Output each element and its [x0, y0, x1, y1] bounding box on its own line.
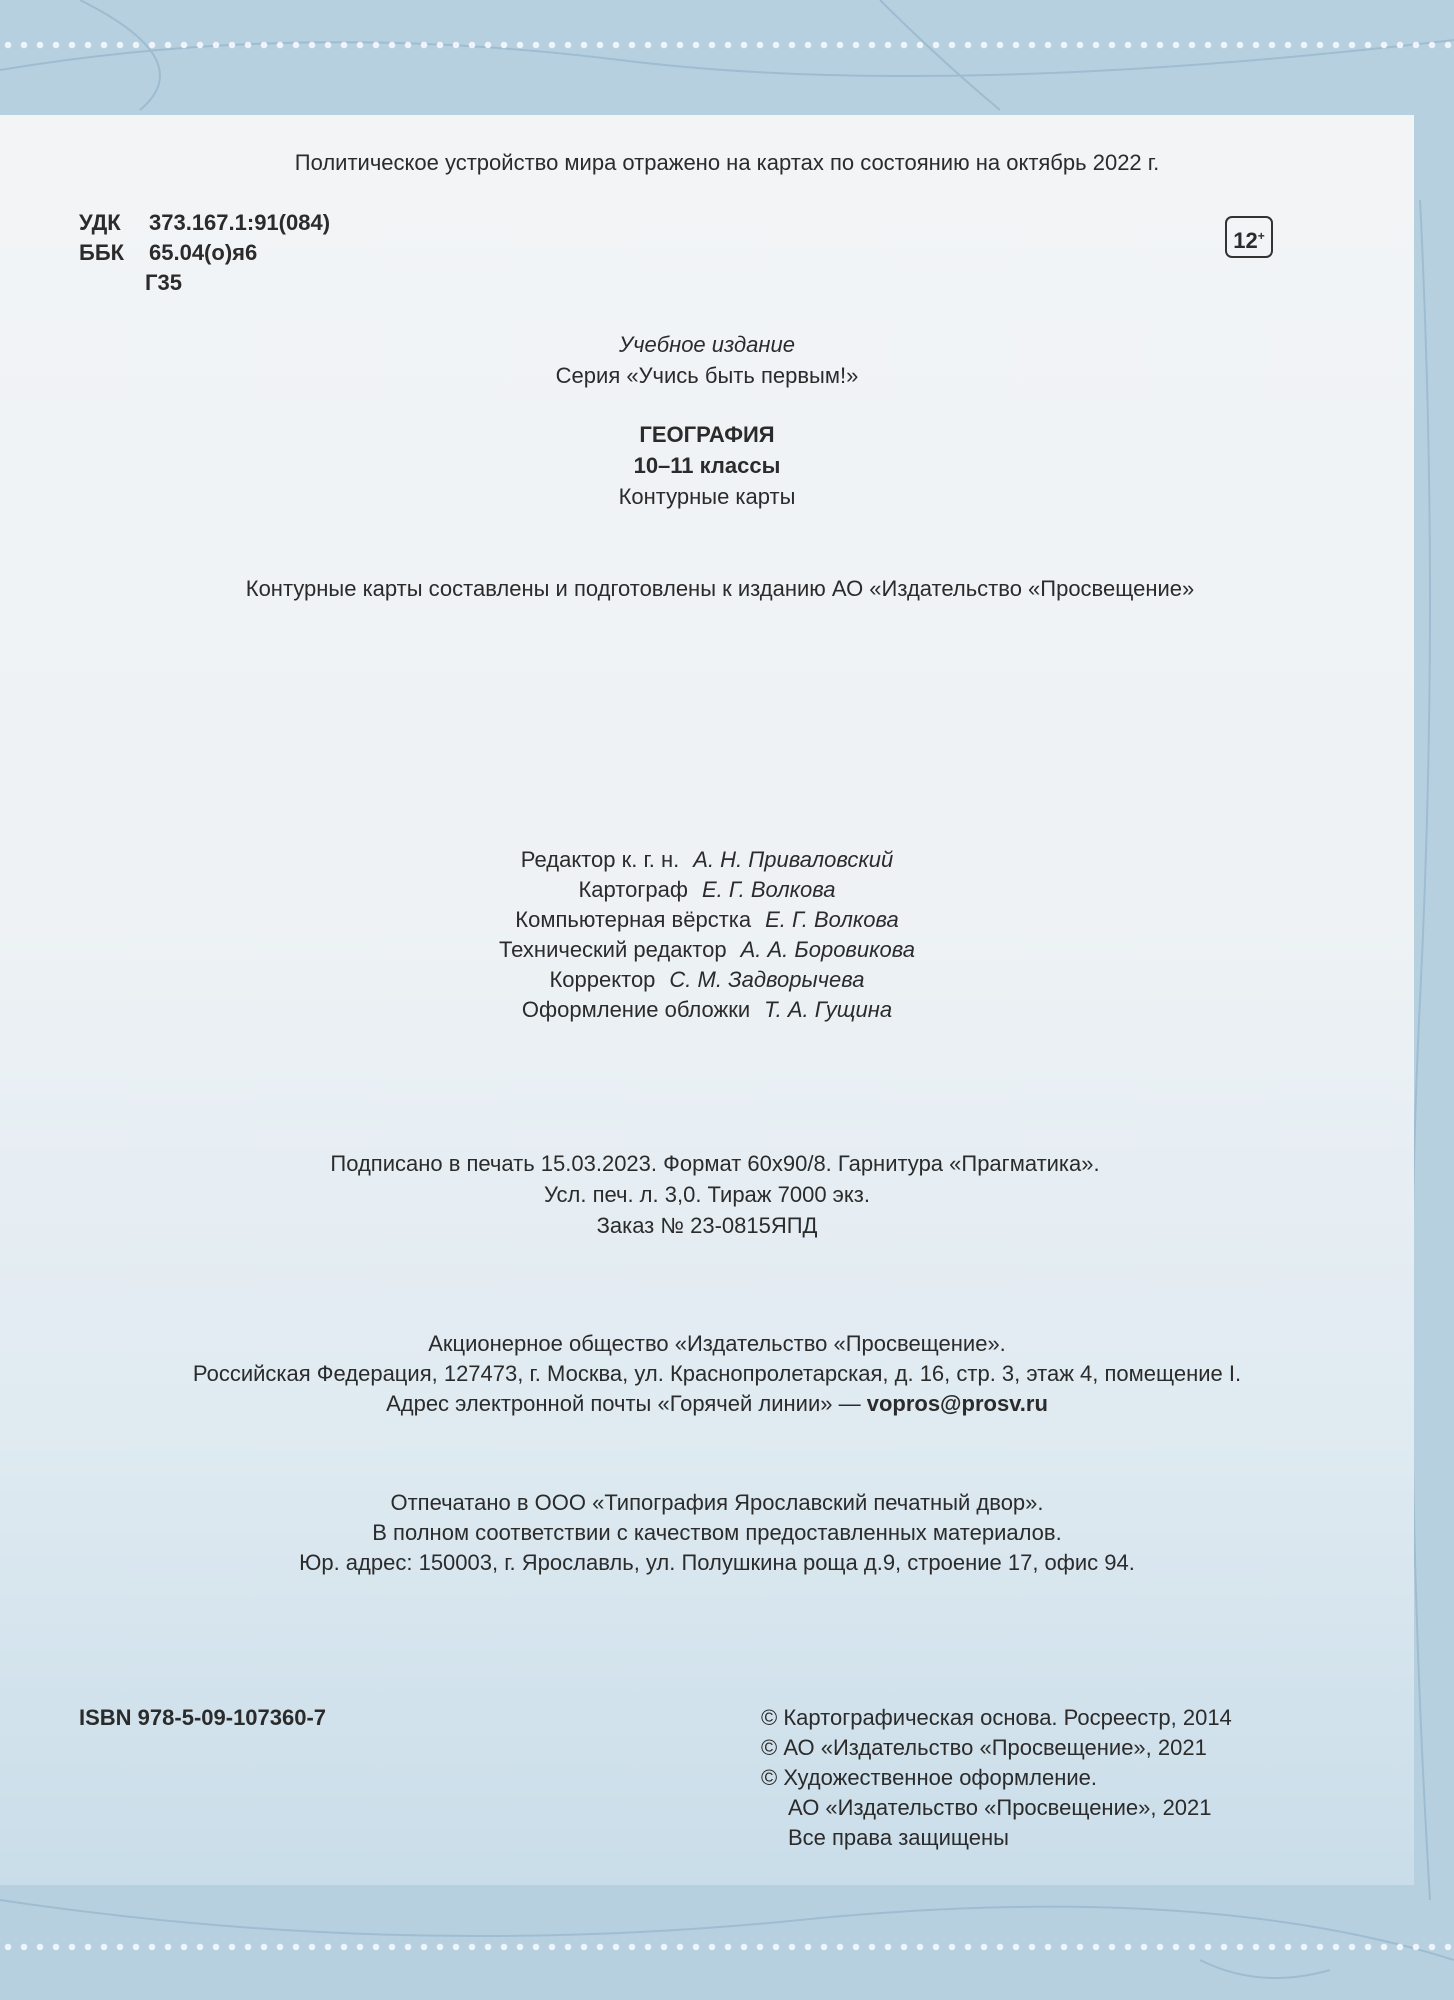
udk-label: УДК — [79, 210, 121, 235]
credit-role: Редактор к. г. н. — [520, 847, 680, 872]
printing-line-2: Усл. печ. л. 3,0. Тираж 7000 экз. — [544, 1182, 870, 1207]
credit-name: Е. Г. Волкова — [701, 877, 836, 902]
credit-name: А. Н. Приваловский — [693, 847, 894, 872]
udk-value: 373.167.1:91(084) — [149, 210, 331, 235]
copyright-line: © Художественное оформление. — [761, 1765, 1097, 1790]
age-rating-value: 12 — [1233, 228, 1258, 253]
credit-role: Картограф — [578, 877, 688, 902]
credit-line — [0, 905, 1414, 935]
credit-line — [0, 845, 1414, 875]
book-subtitle: Контурные карты — [618, 484, 796, 509]
credit-line — [0, 935, 1414, 965]
series-name: Серия «Учись быть первым!» — [555, 363, 859, 388]
copyright-line: © Картографическая основа. Росреестр, 2014 — [761, 1705, 1232, 1730]
copyright-block — [761, 1703, 1232, 1853]
credit-name: Т. А. Гущина — [764, 997, 893, 1022]
credit-name: С. М. Задворычева — [669, 967, 865, 992]
udk-line — [79, 208, 330, 238]
order-number: Заказ № 23-0815ЯПД — [596, 1213, 818, 1238]
age-rating-badge — [1225, 216, 1273, 258]
credit-line — [0, 995, 1414, 1025]
bottom-dot-border — [0, 1940, 1454, 1954]
credit-role: Оформление обложки — [521, 997, 751, 1022]
credit-line — [0, 965, 1414, 995]
credit-role: Технический редактор — [498, 937, 727, 962]
email-link[interactable]: vopros@prosv.ru — [866, 1391, 1048, 1416]
top-dot-border — [0, 38, 1454, 52]
author-mark: Г35 — [145, 270, 182, 295]
printer-address: Юр. адрес: 150003, г. Ярославль, ул. Полушкина роща д.9, строение 17, офис 94. — [299, 1550, 1135, 1575]
printer-line-2: В полном соответствии с качеством предоставленных материалов. — [372, 1520, 1062, 1545]
copyright-line: © АО «Издательство «Просвещение», 2021 — [761, 1735, 1207, 1760]
credit-name: А. А. Боровикова — [740, 937, 916, 962]
bbk-line — [79, 238, 257, 268]
email-label: Адрес электронной почты «Горячей линии» — — [386, 1391, 867, 1416]
bbk-value: 65.04(о)я6 — [149, 240, 258, 265]
printer-line-1: Отпечатано в ООО «Типография Ярославский печатный двор». — [390, 1490, 1044, 1515]
publisher-email-line — [10, 1389, 1424, 1419]
book-title: ГЕОГРАФИЯ — [639, 422, 775, 447]
credit-role: Корректор — [549, 967, 656, 992]
credit-name: Е. Г. Волкова — [765, 907, 899, 932]
bbk-label: ББК — [79, 240, 125, 265]
publisher-address: Российская Федерация, 127473, г. Москва, ул. Краснопролетарская, д. 16, стр. 3, этаж 4, помещение I. — [192, 1361, 1242, 1386]
credit-line — [0, 875, 1414, 905]
age-rating-suffix: + — [1257, 229, 1265, 243]
isbn: ISBN 978-5-09-107360-7 — [79, 1705, 327, 1730]
grades: 10–11 классы — [633, 453, 781, 478]
prepared-by-note: Контурные карты составлены и подготовлены к изданию АО «Издательство «Просвещение» — [245, 576, 1195, 601]
copyright-line: АО «Издательство «Просвещение», 2021 — [788, 1795, 1212, 1820]
credits-list — [0, 845, 1414, 1025]
political-note: Политическое устройство мира отражено на картах по состоянию на октябрь 2022 г. — [294, 150, 1160, 175]
printing-line-1: Подписано в печать 15.03.2023. Формат 60х90/8. Гарнитура «Прагматика». — [330, 1151, 1100, 1176]
rights-reserved: Все права защищены — [788, 1825, 1009, 1850]
edition-type: Учебное издание — [619, 332, 795, 357]
publisher-name: Акционерное общество «Издательство «Просвещение». — [428, 1331, 1006, 1356]
credit-role: Компьютерная вёрстка — [515, 907, 752, 932]
